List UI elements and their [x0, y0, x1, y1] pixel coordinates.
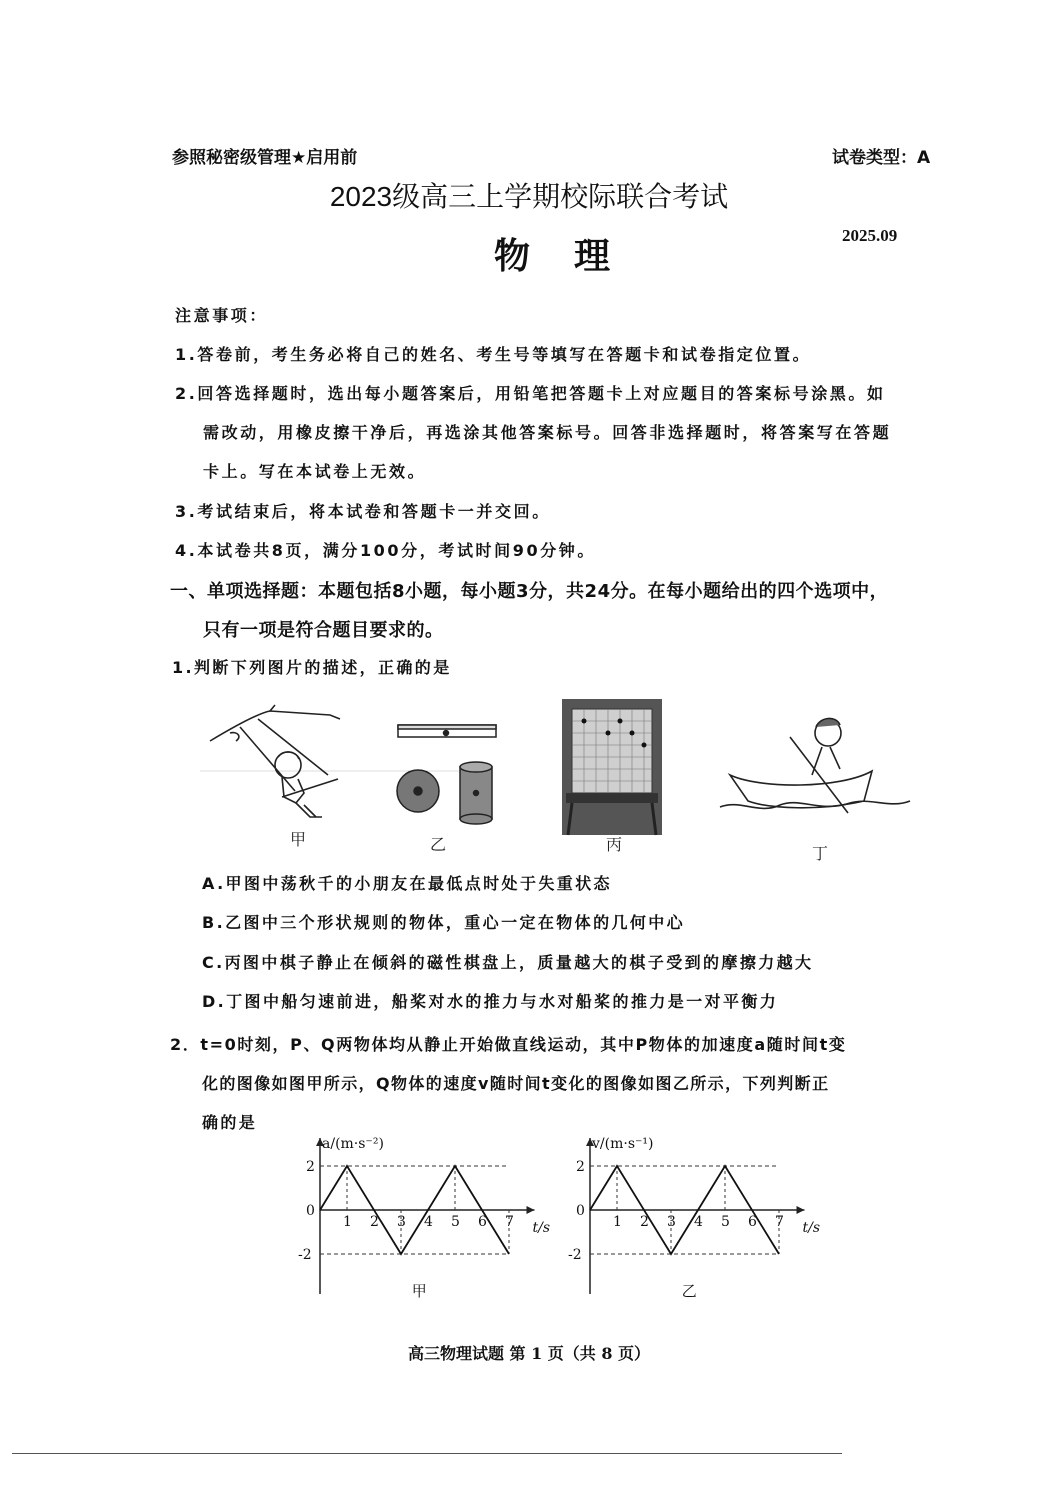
y-axis-label: v/(m·s⁻¹)	[592, 1136, 654, 1152]
x-axis-label: t/s	[802, 1220, 821, 1236]
fig-label-bing: 丙	[606, 835, 623, 854]
fig-label-yi: 乙	[430, 835, 447, 854]
q1-option-c: C.丙图中棋子静止在倾斜的磁性棋盘上，质量越大的棋子受到的摩擦力越大	[202, 953, 814, 972]
x-tick-label: 2	[370, 1214, 379, 1230]
chart-title: 甲	[411, 1282, 427, 1300]
page-footer: 高三物理试题 第 1 页（共 8 页）	[407, 1344, 651, 1363]
x-tick-label: 4	[694, 1214, 703, 1230]
x-tick-label: 4	[424, 1214, 433, 1230]
chart-yi	[560, 1122, 821, 1300]
section-1-heading-cont: 只有一项是符合题目要求的。	[203, 620, 444, 641]
q1-option-b: B.乙图中三个形状规则的物体，重心一定在物体的几何中心	[202, 913, 686, 932]
x-tick-label: 6	[748, 1214, 757, 1230]
chart-title: 乙	[681, 1282, 697, 1300]
q2-stem-3: 确的是	[202, 1113, 258, 1132]
q2-stem-1: 2．t=0时刻，P、Q两物体均从静止开始做直线运动，其中P物体的加速度a随时间t变	[170, 1035, 847, 1054]
x-tick-label: 2	[640, 1214, 649, 1230]
q1-option-a: A.甲图中荡秋千的小朋友在最低点时处于失重状态	[202, 874, 612, 893]
note-item-3: 3.考试结束后，将本试卷和答题卡一并交回。	[175, 502, 551, 521]
y-tick-label: 2	[306, 1159, 315, 1175]
x-tick-label: 1	[613, 1214, 622, 1230]
section-1-heading: 一、单项选择题：本题包括8小题，每小题3分，共24分。在每小题给出的四个选项中，	[170, 581, 889, 602]
subject-title: 物理	[494, 236, 655, 277]
bottom-rule	[12, 1453, 842, 1454]
y-axis-label: a/(m·s⁻²)	[322, 1136, 384, 1152]
notes-heading: 注意事项：	[175, 306, 269, 325]
y-tick-label: -2	[298, 1247, 312, 1263]
x-tick-label: 5	[721, 1214, 730, 1230]
x-tick-label: 5	[451, 1214, 460, 1230]
x-axis-arrow	[527, 1206, 535, 1214]
rowing-boat-figure	[720, 718, 910, 813]
q1-option-d: D.丁图中船匀速前进，船桨对水的推力与水对船桨的推力是一对平衡力	[202, 992, 779, 1011]
go-board-figure	[562, 699, 662, 835]
y-tick-label: 0	[306, 1203, 315, 1219]
y-tick-label: 0	[576, 1203, 585, 1219]
y-tick-label: -2	[568, 1247, 582, 1263]
x-tick-label: 3	[667, 1214, 676, 1230]
note-item-4: 4.本试卷共8页，满分100分，考试时间90分钟。	[175, 541, 597, 560]
x-tick-label: 7	[775, 1214, 784, 1230]
exam-title: 2023级高三上学期校际联合考试	[329, 181, 729, 212]
x-tick-label: 6	[478, 1214, 487, 1230]
fig-label-ding: 丁	[812, 844, 829, 863]
y-tick-label: 2	[576, 1159, 585, 1175]
regular-objects-figure	[397, 725, 496, 824]
q1-stem: 1.判断下列图片的描述，正确的是	[172, 658, 452, 677]
fig-label-jia: 甲	[290, 830, 307, 849]
secrecy-label: 参照秘密级管理★启用前	[172, 148, 358, 168]
paper-type-label: 试卷类型：A	[832, 148, 931, 168]
exam-date: 2025.09	[842, 226, 898, 245]
x-axis-arrow	[797, 1206, 805, 1214]
swing-figure	[210, 705, 340, 817]
q1-figures	[200, 693, 920, 865]
x-axis-label: t/s	[532, 1220, 551, 1236]
q2-stem-2: 化的图像如图甲所示，Q物体的速度v随时间t变化的图像如图乙所示，下列判断正	[202, 1074, 830, 1093]
note-item-2-cont2: 卡上。写在本试卷上无效。	[203, 462, 427, 481]
x-tick-label: 1	[343, 1214, 352, 1230]
note-item-2: 2.回答选择题时，选出每小题答案后，用铅笔把答题卡上对应题目的答案标号涂黑。如	[175, 384, 886, 403]
x-tick-label: 3	[397, 1214, 406, 1230]
note-item-2-cont: 需改动，用橡皮擦干净后，再选涂其他答案标号。回答非选择题时，将答案写在答题	[203, 423, 892, 442]
note-item-1: 1.答卷前，考生务必将自己的姓名、考生号等填写在答题卡和试卷指定位置。	[175, 345, 812, 364]
chart-jia	[290, 1122, 551, 1300]
x-tick-label: 7	[505, 1214, 514, 1230]
